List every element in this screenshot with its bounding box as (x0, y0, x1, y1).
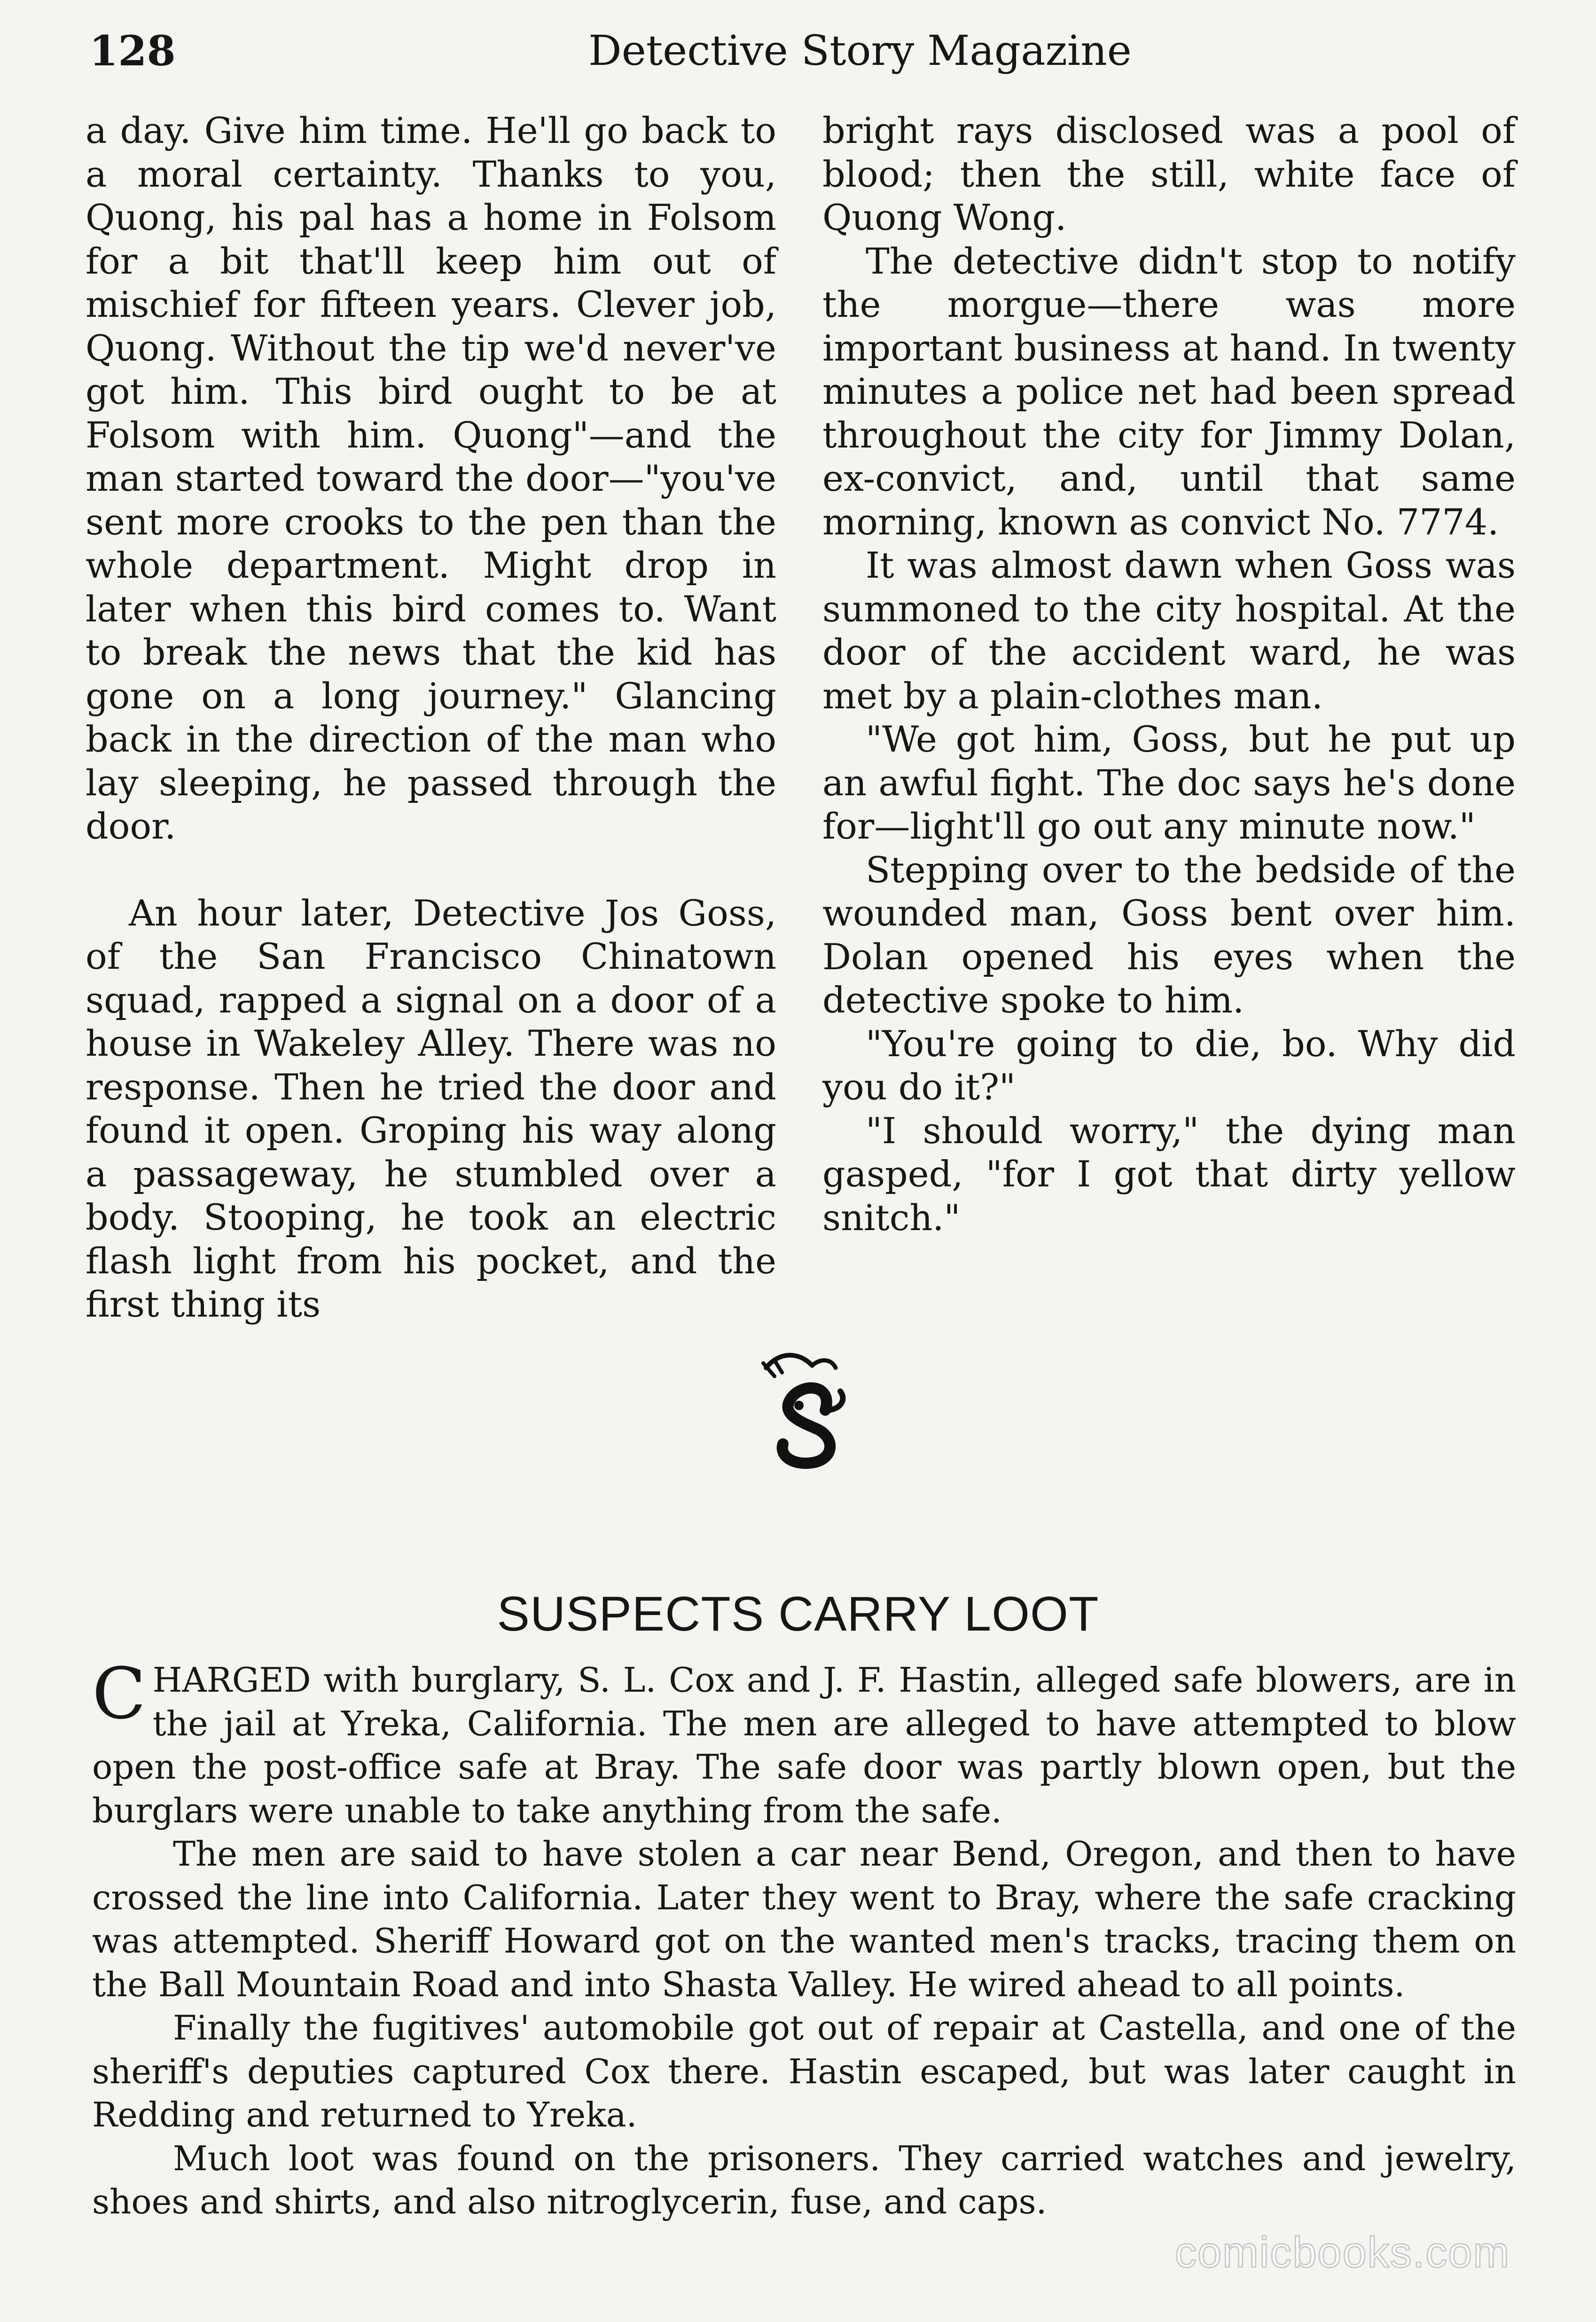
drop-cap: C (92, 1653, 146, 1735)
story-paragraph: "I should worry," the dying man gasped, "for I got that dirty yellow snitch." (822, 1109, 1516, 1239)
story-paragraph: It was almost dawn when Goss was summoned to the city hospital. At the door of the accident ward, he was met by a plain-clothes man. (822, 544, 1516, 717)
page-header (89, 23, 1518, 84)
article-paragraph: The men are said to have stolen a car near Bend, Oregon, and then to have crossed the line into California. Later they went to Bray, where the safe cracking was attempted. Sheriff Howard got on the wanted men's tracks, tracing them on the Ball Mountain Road and into Shasta Valley. He wired ahead to all points. (92, 1834, 1516, 2004)
story-paragraph: "We got him, Goss, but he put up an awful fight. The doc says he's done for—light'll go out any minute now." (822, 718, 1516, 847)
article-paragraph: Finally the fugitives' automobile got out of repair at Castella, and one of the sheriff's deputies captured Cox there. Hastin escaped, but was later caught in Redding and returned to Yreka. (92, 2008, 1516, 2134)
story-right-column (822, 109, 1516, 1239)
watermark: comicbooks.com (1175, 2228, 1510, 2276)
story-paragraph: The detective didn't stop to notify the morgue—there was more important business at hand. In twenty minutes a police net had been spread throughout the city for Jimmy Dolan, ex-convict, and, until that same morning, known as convict No. 7774. (822, 240, 1516, 543)
story-paragraph: bright rays disclosed was a pool of blood; then the still, white face of Quong Wong. (822, 110, 1516, 238)
article-paragraph (92, 1653, 1516, 1832)
story-paragraph: "You're going to die, bo. Why did you do it?" (822, 1022, 1516, 1108)
article-paragraph: Much loot was found on the prisoners. They carried watches and jewelry, shoes and shirts, and also nitroglycerin, fuse, and caps. (92, 2138, 1516, 2221)
story-paragraph: Stepping over to the bedside of the wounded man, Goss bent over him. Dolan opened his eyes when the detective spoke to him. (822, 848, 1516, 1021)
story-left-column (86, 109, 776, 1326)
page-number: 128 (89, 26, 176, 75)
story-paragraph: a day. Give him time. He'll go back to a moral certainty. Thanks to you, Quong, his pal has a home in Folsom for a bit that'll keep him out of mischief for fifteen years. Clever job, Quong. Without the tip we'd never've got him. This bird ought to be at Folsom with him. Quong"—and the man started toward the door—"you've sent more crooks to the pen than the whole department. Might drop in later when this bird comes to. Want to break the news that the kid has gone on a long journey." Glancing back in the direction of the man who lay sleeping, he passed through the door. (86, 110, 776, 847)
article-title: SUSPECTS CARRY LOOT (497, 1587, 1099, 1641)
section-divider-ornament-icon (746, 1340, 859, 1476)
running-head: Detective Story Magazine (588, 26, 1132, 75)
article-paragraph-text: HARGED with burglary, S. L. Cox and J. F. Hastin, alleged safe blowers, are in the jail at Yreka, California. The men are alleged to have attempted to blow open the post-office safe at Bray. The safe door was partly blown open, but the burglars were unable to take anything from the safe. (92, 1660, 1516, 1830)
story-paragraph: An hour later, Detective Jos Goss, of the San Francisco Chinatown squad, rapped a signal on a door of a house in Wakeley Alley. There was no response. Then he tried the door and found it open. Groping his way along a passageway, he stumbled over a body. Stooping, he took an electric flash light from his pocket, and the first thing its (86, 892, 776, 1325)
article-body (92, 1653, 1516, 2224)
